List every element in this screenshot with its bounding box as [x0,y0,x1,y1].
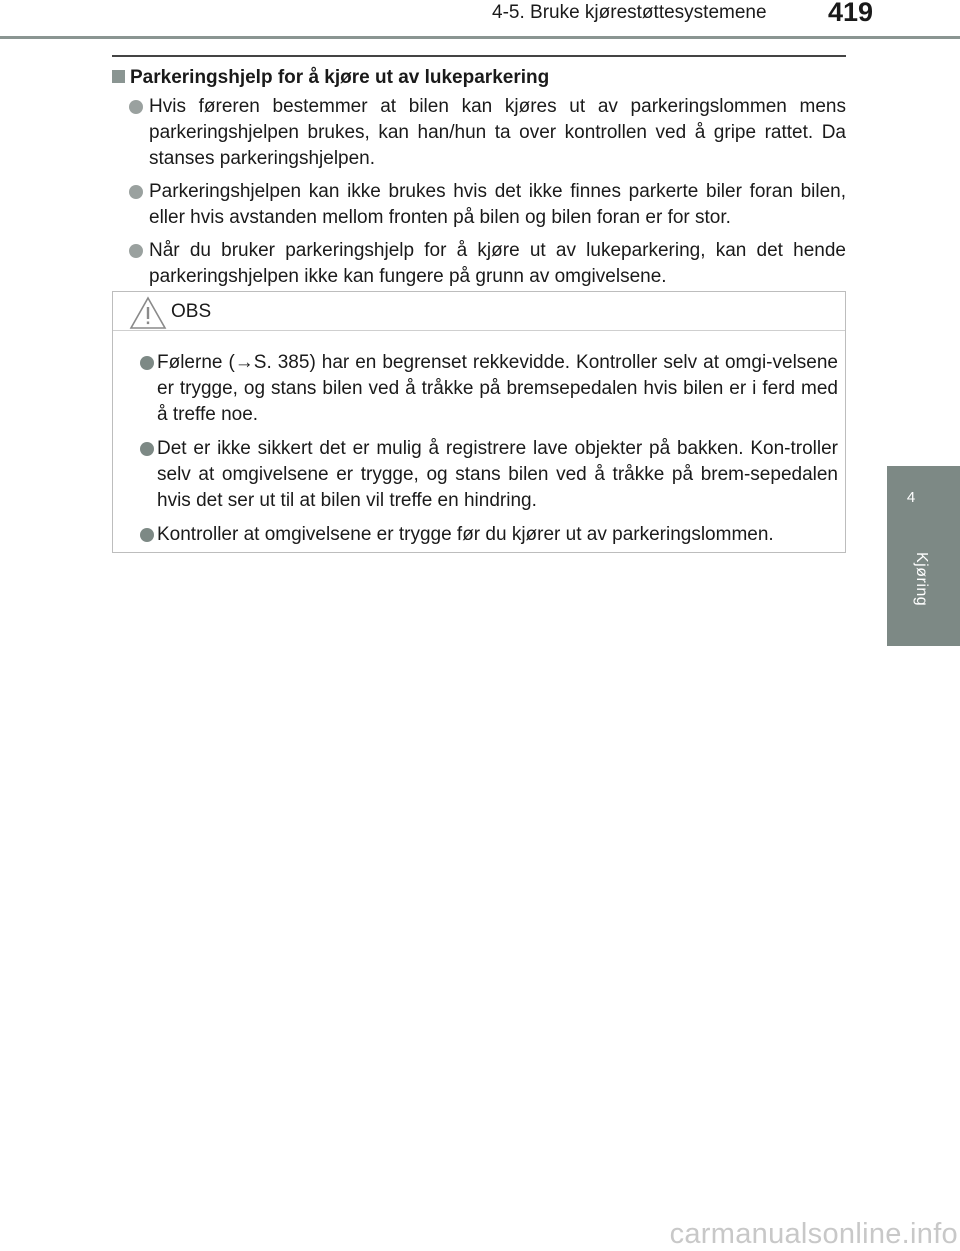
caution-title: OBS [171,301,212,322]
chapter-tab-label: Kjøring [913,552,930,607]
section-divider [112,55,846,57]
list-item-text: Hvis føreren bestemmer at bilen kan kjøres ut av parkeringslommen mens parkeringshjelpen brukes, kan han/hun ta over kontrollen ved å gripe rattet. Da stanses parkeringshjelpen. [149,96,846,169]
page-number: 419 [828,0,874,27]
list-item-text: Følerne (→S. 385) har en begrenset rekkevidde. Kontroller selv at omgi-velsene er trygge, og stans bilen ved å tråkke på bremsepedalen hvis bilen er i ferd med å treffe noe. [157,352,838,425]
list-item-text: Når du bruker parkeringshjelp for å kjøre ut av lukeparkering, kan det hende parkeringshjelpen ikke kan fungere på grunn av omgivelsene. [149,240,846,287]
list-item-text: Kontroller at omgivelsene er trygge før du kjører ut av parkeringslommen. [157,524,774,545]
caution-box [112,291,846,553]
list-item [140,436,838,514]
square-bullet-icon [112,70,125,83]
list-item [129,94,846,172]
warning-triangle-icon [129,296,167,330]
list-item [140,522,838,548]
section-heading [112,66,846,90]
circle-bullet-icon [129,244,143,258]
circle-bullet-icon [140,528,154,542]
circle-bullet-icon [140,442,154,456]
section-bullet-list [129,94,846,297]
header-divider [0,36,960,39]
circle-bullet-icon [140,356,154,370]
list-item [129,238,846,290]
circle-bullet-icon [129,100,143,114]
list-item [129,179,846,231]
header-section-title: 4-5. Bruke kjørestøttesystemene [492,2,767,23]
caution-header [113,292,845,331]
watermark-text: carmanualsonline.info [669,1218,958,1250]
caution-bullet-list [140,350,838,556]
list-item-text: Parkeringshjelpen kan ikke brukes hvis det ikke finnes parkerte biler foran bilen, eller hvis avstanden mellom fronten på bilen og bilen foran er for stor. [149,181,846,228]
section-heading-text: Parkeringshjelp for å kjøre ut av lukeparkering [130,67,550,88]
circle-bullet-icon [129,185,143,199]
list-item [140,350,838,428]
chapter-tab-number: 4 [906,489,916,506]
list-item-text: Det er ikke sikkert det er mulig å registrere lave objekter på bakken. Kon-troller selv at omgivelsene er trygge, og stans bilen ved å tråkke på brem-sepedalen hvis det ser ut til at bilen vil treffe en hindring. [157,438,838,511]
